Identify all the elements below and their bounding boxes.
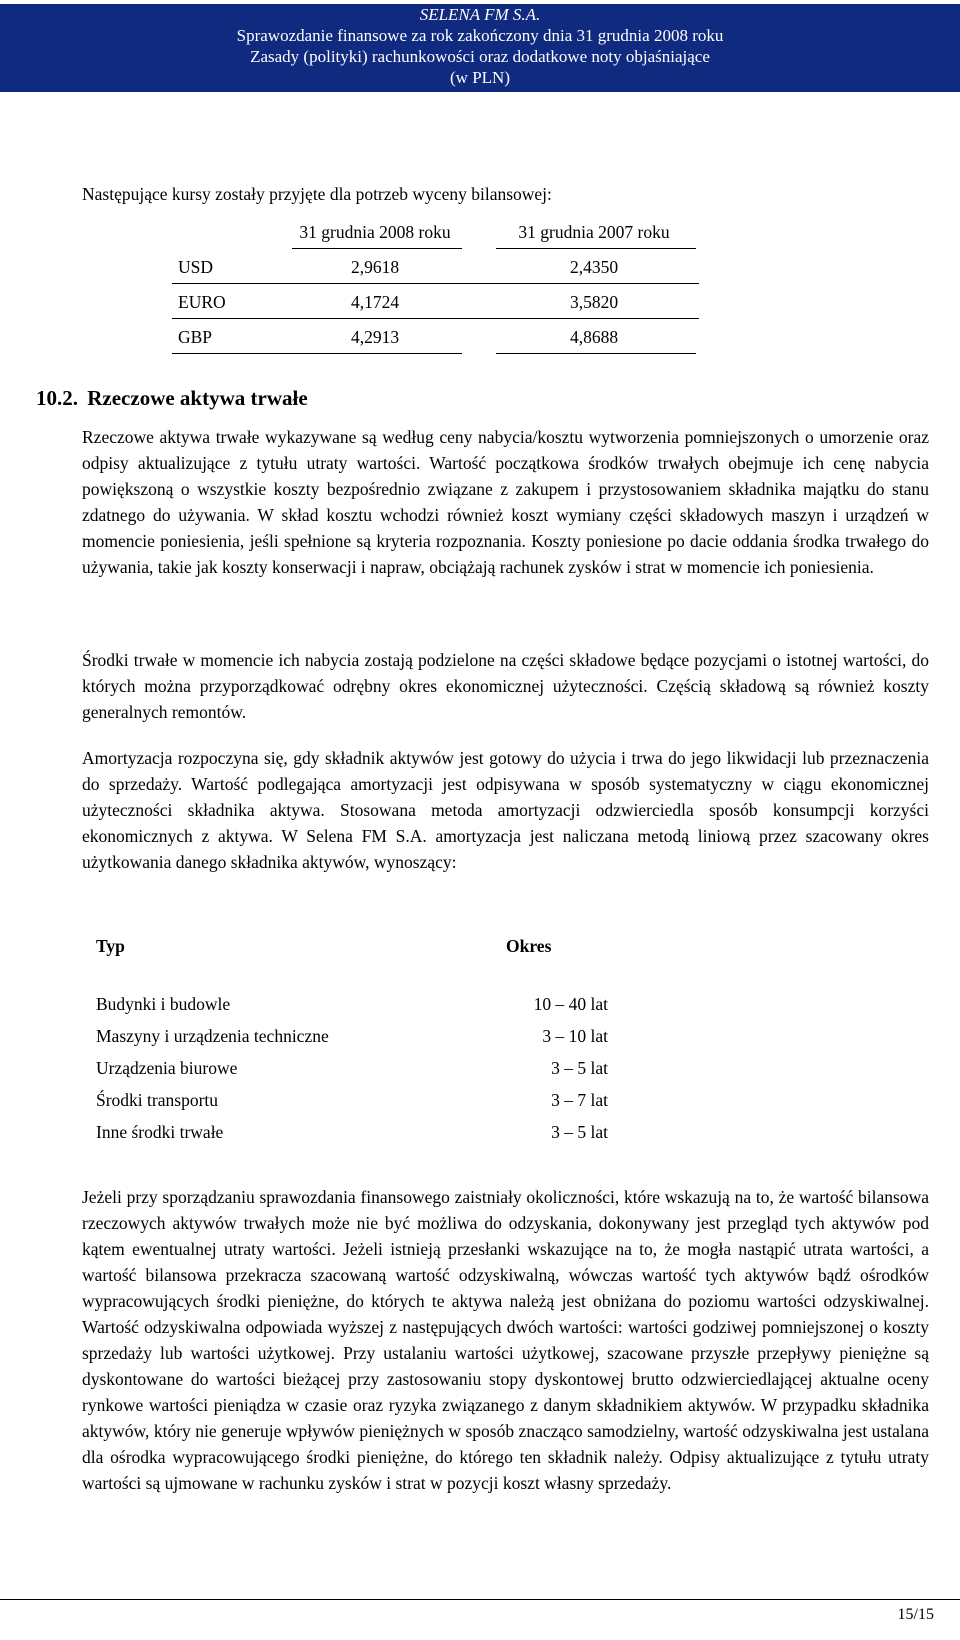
section-title: Rzeczowe aktywa trwałe (87, 386, 308, 410)
table-row (96, 994, 656, 1026)
rate-2008-cell: 4,1724 (350, 292, 400, 312)
asset-type-cell: Budynki i budowle (96, 994, 231, 1014)
period-cell: 3 – 5 lat (551, 1122, 608, 1142)
table-header-row (96, 936, 656, 994)
rates-intro: Następujące kursy zostały przyjęte dla potrzeb wyceny bilansowej: (82, 184, 552, 204)
section-number: 10.2. (36, 386, 78, 410)
asset-type-cell: Urządzenia biurowe (96, 1058, 238, 1078)
rate-2007-cell: 2,4350 (569, 257, 619, 277)
divider (496, 353, 696, 354)
table-row (96, 1090, 656, 1122)
table-row (96, 1058, 656, 1090)
period-cell: 3 – 10 lat (542, 1026, 608, 1046)
useful-life-table (96, 936, 656, 1154)
asset-type-cell: Maszyny i urządzenia techniczne (96, 1026, 329, 1046)
paragraph-components: Środki trwałe w momencie ich nabycia zostają podzielone na części składowe będące pozycjami o istotnej wartości, do których można przyporządkować odrębny okres ekonomicznej użyteczności. Częścią składową są również koszty generalnych remontów. (82, 650, 929, 722)
rate-2007-cell: 4,8688 (569, 327, 619, 347)
table-row (96, 1122, 656, 1154)
table-row (172, 284, 732, 319)
column-header-period: Okres (506, 936, 552, 956)
company-name: SELENA FM S.A. (419, 5, 541, 24)
footer-divider (0, 1599, 960, 1600)
column-header-2007: 31 grudnia 2007 roku (518, 222, 670, 242)
page-number: 15/15 (897, 1606, 934, 1623)
asset-type-cell: Inne środki trwałe (96, 1122, 224, 1142)
table-header-row (172, 214, 732, 249)
page-header (0, 4, 960, 92)
section-heading (36, 386, 308, 411)
paragraph-measurement: Rzeczowe aktywa trwałe wykazywane są według ceny nabycia/kosztu wytworzenia pomniejszonych o umorzenie oraz odpisy aktualizujące z tytułu utraty wartości. Wartość początkowa środków trwałych obejmuje ich cenę nabycia powiększoną o wszystkie koszty bezpośrednio związane z zakupem i przystosowaniem składnika majątku do stanu zdatnego do używania. W skład kosztu wchodzi również koszt wymiany części składowych maszyn i urządzeń w momencie poniesienia, jeśli spełnione są kryteria rozpoznania. Koszty poniesione po dacie oddania środka trwałego do używania, takie jak koszty konserwacji i napraw, obciążają rachunek zysków i strat w momencie ich poniesienia. (82, 427, 929, 577)
column-header-type: Typ (96, 936, 125, 956)
period-cell: 3 – 7 lat (551, 1090, 608, 1110)
table-row (172, 319, 732, 354)
period-cell: 10 – 40 lat (533, 994, 608, 1014)
divider (172, 353, 462, 354)
rate-2008-cell: 4,2913 (350, 327, 400, 347)
column-header-2008: 31 grudnia 2008 roku (299, 222, 451, 242)
currency-cell: EURO (178, 292, 226, 312)
rate-2007-cell: 3,5820 (569, 292, 619, 312)
paragraph-impairment: Jeżeli przy sporządzaniu sprawozdania finansowego zaistniały okoliczności, które wskazują na to, że wartość bilansowa rzeczowych aktywów trwałych może nie być możliwa do odzyskania, dokonywany jest przegląd tych aktywów pod kątem ewentualnej utraty wartości. Jeżeli istnieją przesłanki wskazujące na to, że mogła nastąpić utrata wartości, a wartość bilansowa przekracza szacowaną wartość odzyskiwalną, wówczas wartość tych aktywów bądź ośrodków wypracowujących środki pieniężne, do których te aktywa należą jest obniżana do poziomu wartości odzyskiwalnej. Wartość odzyskiwalna odpowiada wyższej z następujących dwóch wartości: wartości godziwej pomniejszonej o koszty sprzedaży lub wartości użytkowej. Przy ustalaniu wartości użytkowej, szacowane przyszłe przepływy pieniężne są dyskontowane do wartości bieżącej przy zastosowaniu stopy dyskontowej brutto odzwierciedlającej aktualne oceny rynkowe wartości pieniądza w czasie oraz ryzyka związanego z danym składnikiem aktywów. W przypadku składnika aktywów, który nie generuje wpływów pieniężnych w sposób znacząco samodzielny, wartość odzyskiwalna jest ustalana dla ośrodka wypracowującego środki pieniężne, do którego ten składnik należy. Odpisy aktualizujące z tytułu utraty wartości są ujmowane w rachunku zysków i strat w pozycji koszt własny sprzedaży. (82, 1187, 929, 1493)
rate-2008-cell: 2,9618 (350, 257, 400, 277)
table-row (172, 249, 732, 284)
paragraph-depreciation: Amortyzacja rozpoczyna się, gdy składnik aktywów jest gotowy do użycia i trwa do jego likwidacji lub przeznaczenia do sprzedaży. Wartość podlegająca amortyzacji jest odpisywana w sposób systematyczny w ciągu ekonomicznej użyteczności składnika aktywa. Stosowana metoda amortyzacji odzwierciedla sposób konsumpcji korzyści ekonomicznych z aktywa. W Selena FM S.A. amortyzacja jest naliczana metodą liniową przez szacowany okres użytkowania danego składnika aktywów, wynoszący: (82, 748, 929, 872)
report-title: Sprawozdanie finansowe za rok zakończony dnia 31 grudnia 2008 roku (236, 26, 724, 45)
currency-note: (w PLN) (450, 68, 510, 87)
table-row (96, 1026, 656, 1058)
currency-cell: GBP (178, 327, 213, 347)
asset-type-cell: Środki transportu (96, 1090, 219, 1110)
report-subtitle: Zasady (polityki) rachunkowości oraz dodatkowe noty objaśniające (250, 47, 710, 66)
exchange-rates-table (172, 214, 732, 354)
currency-cell: USD (178, 257, 214, 277)
period-cell: 3 – 5 lat (551, 1058, 608, 1078)
